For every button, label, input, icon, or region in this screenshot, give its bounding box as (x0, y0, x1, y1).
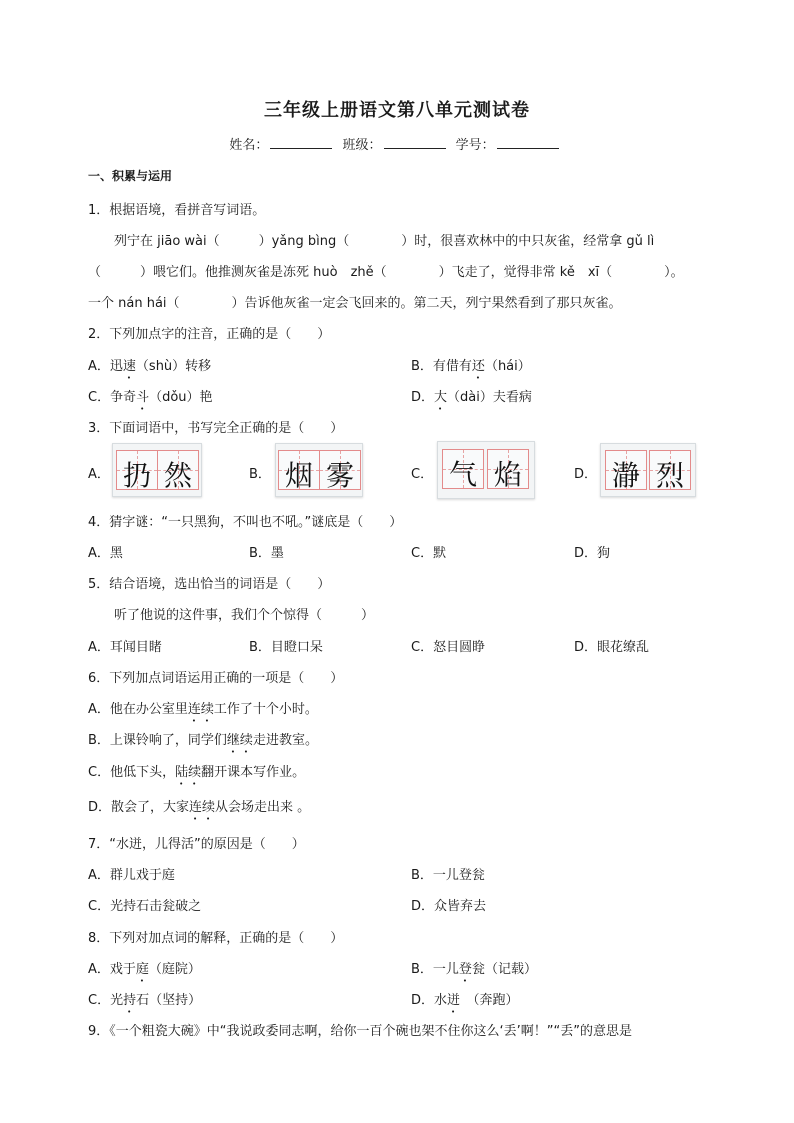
q8-option-b (411, 958, 537, 985)
q6-b-rest: 走进教室。 (252, 733, 318, 748)
q2-d-rest: （dài）夫看病 (447, 390, 532, 405)
q6-a-rest: 工作了十个小时。 (213, 702, 318, 717)
q2-option-a (88, 355, 211, 382)
q7-option-c: C．光持石击瓮破之 (88, 899, 202, 914)
q6-d-rest: 从会场走出来 。 (215, 800, 311, 815)
q8-c-rest: 石（坚持） (136, 993, 202, 1008)
q3-b-char1: 烟 (284, 459, 313, 492)
q3-c-char2: 焰 (493, 458, 522, 491)
q3-a-char1: 扔 (122, 459, 151, 492)
section-heading: 一、积累与运用 (88, 169, 173, 183)
q6-c-dotted: 陆续 (175, 765, 202, 780)
q9-stem: 9．《一个粗瓷大碗》中“我说政委同志啊，给你一百个碗也架不住你这么‘丢’啊！”“丢”的意思是 (88, 1024, 632, 1039)
q6-b-text: B．上课铃响了，同学们 (88, 733, 227, 748)
q8-d-text: D．水 (411, 993, 448, 1008)
q6-c-rest: 翻开课本写作业。 (201, 765, 306, 780)
q1-line2: （ ）喂它们。他推测灰雀是冻死 huò zhě（ ）飞走了，觉得非常 kě xī（ ）。 (88, 265, 684, 280)
q4-option-a: A．黑 (88, 546, 123, 561)
q5-option-c: C．怒目圆睁 (411, 640, 486, 655)
q3-label-b: B． (249, 467, 271, 482)
q2-c-dotted: 斗 (136, 390, 150, 405)
q6-c-text: C．他低下头， (88, 765, 176, 780)
q2-option-c (88, 386, 213, 413)
q4-option-d: D．狗 (574, 546, 611, 561)
q3-d-char2: 烈 (655, 459, 684, 492)
q2-b-dotted: 还 (471, 359, 485, 374)
q1-stem: 1．根据语境，看拼音写词语。 (88, 203, 266, 218)
q4-stem: 4．猜字谜：“一只黑狗，不叫也不吼。”谜底是（ ） (88, 515, 403, 530)
q4-option-c: C．默 (411, 546, 447, 561)
q8-c-text: C．光 (88, 993, 124, 1008)
q2-a-dotted: 速 (122, 359, 136, 374)
q8-a-text: A．戏于 (88, 962, 136, 977)
id-label: 学号： (455, 138, 495, 153)
q3-b-char2: 雾 (325, 459, 354, 492)
q5-stem: 5．结合语境，选出恰当的词语是（ ） (88, 577, 331, 592)
q8-a-dotted: 庭 (135, 962, 149, 977)
q3-handwriting-b (275, 443, 363, 497)
q8-option-c (88, 989, 201, 1016)
q2-b-rest: （hái） (484, 359, 531, 374)
q2-stem: 2．下列加点字的注音，正确的是（ ） (88, 327, 331, 342)
q2-d-text: D． (411, 390, 435, 405)
q8-b-rest: 瓮（记载） (471, 962, 537, 977)
q7-stem: 7．“水迸，儿得活”的原因是（ ） (88, 837, 305, 852)
q8-option-a (88, 958, 201, 985)
q7-option-b: B．一儿登瓮 (411, 868, 485, 883)
q8-b-dotted: 登 (458, 962, 472, 977)
q6-b-dotted: 继续 (226, 733, 253, 748)
q8-d-dotted: 迸 (447, 993, 461, 1008)
q4-option-b: B．墨 (249, 546, 284, 561)
q6-a-text: A．他在办公室里 (88, 702, 188, 717)
q2-a-text: A．迅 (88, 359, 123, 374)
q8-b-text: B．一儿 (411, 962, 459, 977)
q6-option-b (88, 729, 318, 756)
q5-option-d: D．眼花缭乱 (574, 640, 650, 655)
q8-stem: 8．下列对加点词的解释，正确的是（ ） (88, 931, 344, 946)
q3-d-char1: 瀞 (611, 459, 640, 492)
class-label: 班级： (342, 138, 382, 153)
name-blank (270, 136, 332, 149)
q3-handwriting-a (112, 443, 202, 497)
q2-c-text: C．争奇 (88, 390, 137, 405)
q6-d-dotted: 连续 (189, 800, 216, 815)
q8-c-dotted: 持 (123, 993, 137, 1008)
id-blank (497, 136, 559, 149)
q3-handwriting-c (437, 441, 535, 499)
q6-a-dotted: 连续 (187, 702, 214, 717)
q3-stem: 3．下面词语中，书写完全正确的是（ ） (88, 421, 344, 436)
q5-context: 听了他说的这件事，我们个个惊得（ ） (114, 608, 375, 623)
q6-option-a (88, 698, 318, 725)
q5-option-b: B．目瞪口呆 (249, 640, 323, 655)
q2-option-b (411, 355, 531, 382)
q6-d-text: D．散会了，大家 (88, 800, 190, 815)
q8-d-rest: （奔跑） (460, 993, 519, 1008)
q3-a-char2: 然 (163, 459, 192, 492)
q2-d-dotted: 大 (434, 390, 448, 405)
q3-label-d: D． (574, 467, 598, 482)
q8-a-rest: （庭院） (148, 962, 201, 977)
name-label: 姓名： (229, 138, 269, 153)
q2-b-text: B．有借有 (411, 359, 472, 374)
q7-option-d: D．众皆弃去 (411, 899, 487, 914)
q3-c-char1: 气 (448, 458, 477, 491)
q2-c-rest: （dǒu）艳 (149, 390, 213, 405)
q1-line3: 一个 nán hái（ ）告诉他灰雀一定会飞回来的。第二天，列宁果然看到了那只灰雀。 (88, 296, 622, 311)
q6-option-d (88, 796, 310, 823)
q7-option-a: A．群儿戏于庭 (88, 868, 175, 883)
q2-option-d (411, 386, 532, 413)
q3-label-c: C． (411, 467, 434, 482)
class-blank (384, 136, 446, 149)
q6-option-c (88, 761, 305, 788)
student-info (0, 134, 794, 153)
q5-option-a: A．耳闻目睹 (88, 640, 162, 655)
q3-label-a: A． (88, 467, 110, 482)
q8-option-d (411, 989, 519, 1016)
q1-line1: 列宁在 jiāo wài（ ）yǎng bìng（ ）时，很喜欢林中的中只灰雀，经常拿 gǔ lì (114, 234, 655, 249)
page-title: 三年级上册语文第八单元测试卷 (264, 100, 530, 121)
q2-a-rest: （shù）转移 (135, 359, 212, 374)
q3-handwriting-d (600, 443, 696, 497)
q6-stem: 6．下列加点词语运用正确的一项是（ ） (88, 671, 344, 686)
